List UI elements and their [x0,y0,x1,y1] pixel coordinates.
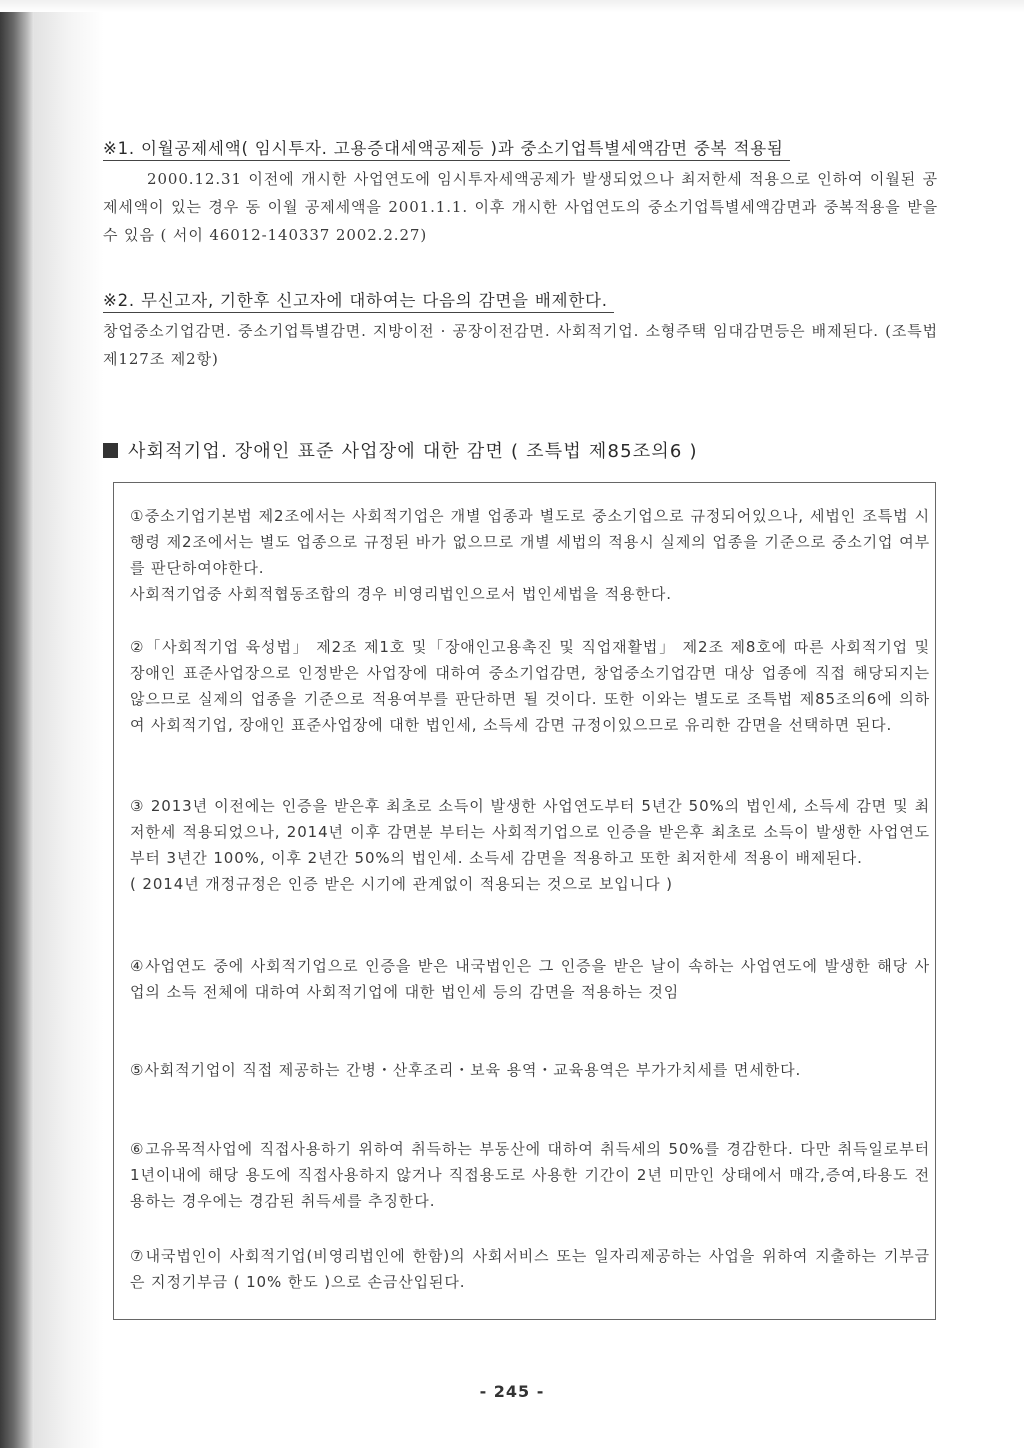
list-item-1-text: ①중소기업기본법 제2조에서는 사회적기업은 개별 업종과 별도로 중소기업으로 규정되어있으나, 세법인 조특법 시행령 제2조에서는 별도 업종으로 규정된 바가 없으므로 개별 세법의 적용시 실제의 업종을 기준으로 중소기업 여부를 판단하여야한다. [130,507,930,577]
note-1-title: ※1. 이월공제세액( 임시투자. 고용증대세액공제등 )과 중소기업특별세액감면 중복 적용됨 [103,138,790,161]
list-item-3-extra: ( 2014년 개정규정은 인증 받은 시기에 관계없이 적용되는 것으로 보입니다 ) [130,875,673,893]
list-item-4 [130,953,930,1005]
note-1 [103,138,938,249]
list-item-3-text: ③ 2013년 이전에는 인증을 받은후 최초로 소득이 발생한 사업연도부터 5년간 50%의 법인세, 소득세 감면 및 최저한세 적용되었으나, 2014년 이후 감면분 부터는 사회적기업으로 인증을 받은후 최초로 소득이 발생한 사업연도부터 3년간 100%, 이후 2년간 50%의 법인세. 소득세 감면을 적용하고 또한 최저한세 적용이 배제된다. [130,797,930,867]
book-spine-fade [34,0,104,1448]
list-item-7 [130,1243,930,1295]
list-item-1-extra: 사회적기업중 사회적협동조합의 경우 비영리법인으로서 법인세법을 적용한다. [130,585,672,603]
list-item-6-text: ⑥고유목적사업에 직접사용하기 위하여 취득하는 부동산에 대하여 취득세의 50%를 경감한다. 다만 취득일로부터 1년이내에 해당 용도에 직접사용하지 않거나 직접용도로 사용한 기간이 2년 미만인 상태에서 매각,증여,타용도 전용하는 경우에는 경감된 취득세를 추징한다. [130,1140,930,1210]
note-2-title: ※2. 무신고자, 기한후 신고자에 대하여는 다음의 감면을 배제한다. [103,290,614,313]
list-item-1 [130,503,930,607]
book-spine-shadow [0,0,34,1448]
list-item-3 [130,793,930,897]
section-heading [103,438,933,466]
note-1-body: 2000.12.31 이전에 개시한 사업연도에 임시투자세액공제가 발생되었으나 최저한세 적용으로 인하여 이월된 공제세액이 있는 경우 동 이월 공제세액을 2001.1.1. 이후 개시한 사업연도의 중소기업특별세액감면과 중복적용을 받을수 있음 ( 서이 46012-140337 2002.2.27) [103,170,938,244]
note-2-body: 창업중소기업감면. 중소기업특별감면. 지방이전 · 공장이전감면. 사회적기업. 소형주택 임대감면등은 배제된다. (조특법 제127조 제2항) [103,322,938,368]
list-item-2-text: ②「사회적기업 육성법」 제2조 제1호 및「장애인고용촉진 및 직업재활법」 제2조 제8호에 따른 사회적기업 및 장애인 표준사업장으로 인정받은 사업장에 대하여 중소기업감면, 창업중소기업감면 대상 업종에 직접 해당되지는 않으므로 실제의 업종을 기준으로 적용여부를 판단하면 될 것이다. 또한 이와는 별도로 조특법 제85조의6에 의하여 사회적기업, 장애인 표준사업장에 대한 법인세, 소득세 감면 규정이있으므로 유리한 감면을 선택하면 된다. [130,638,930,734]
section-title: 사회적기업. 장애인 표준 사업장에 대한 감면 ( 조특법 제85조의6 ) [128,441,698,462]
note-2 [103,290,938,373]
page-top-shadow [0,0,1024,12]
list-item-2 [130,634,930,738]
list-item-4-text: ④사업연도 중에 사회적기업으로 인증을 받은 내국법인은 그 인증을 받은 날이 속하는 사업연도에 발생한 해당 사업의 소득 전체에 대하여 사회적기업에 대한 법인세 등의 감면을 적용하는 것임 [130,957,930,1001]
page-number: - 245 - [479,1382,545,1401]
list-item-5 [130,1057,930,1083]
section-bullet-icon [103,443,118,458]
list-item-7-text: ⑦내국법인이 사회적기업(비영리법인에 한함)의 사회서비스 또는 일자리제공하는 사업을 위하여 지출하는 기부금은 지정기부금 ( 10% 한도 )으로 손금산입된다. [130,1247,930,1291]
list-item-5-text: ⑤사회적기업이 직접 제공하는 간병・산후조리・보육 용역・교육용역은 부가가치세를 면세한다. [130,1061,802,1079]
list-item-6 [130,1136,930,1214]
